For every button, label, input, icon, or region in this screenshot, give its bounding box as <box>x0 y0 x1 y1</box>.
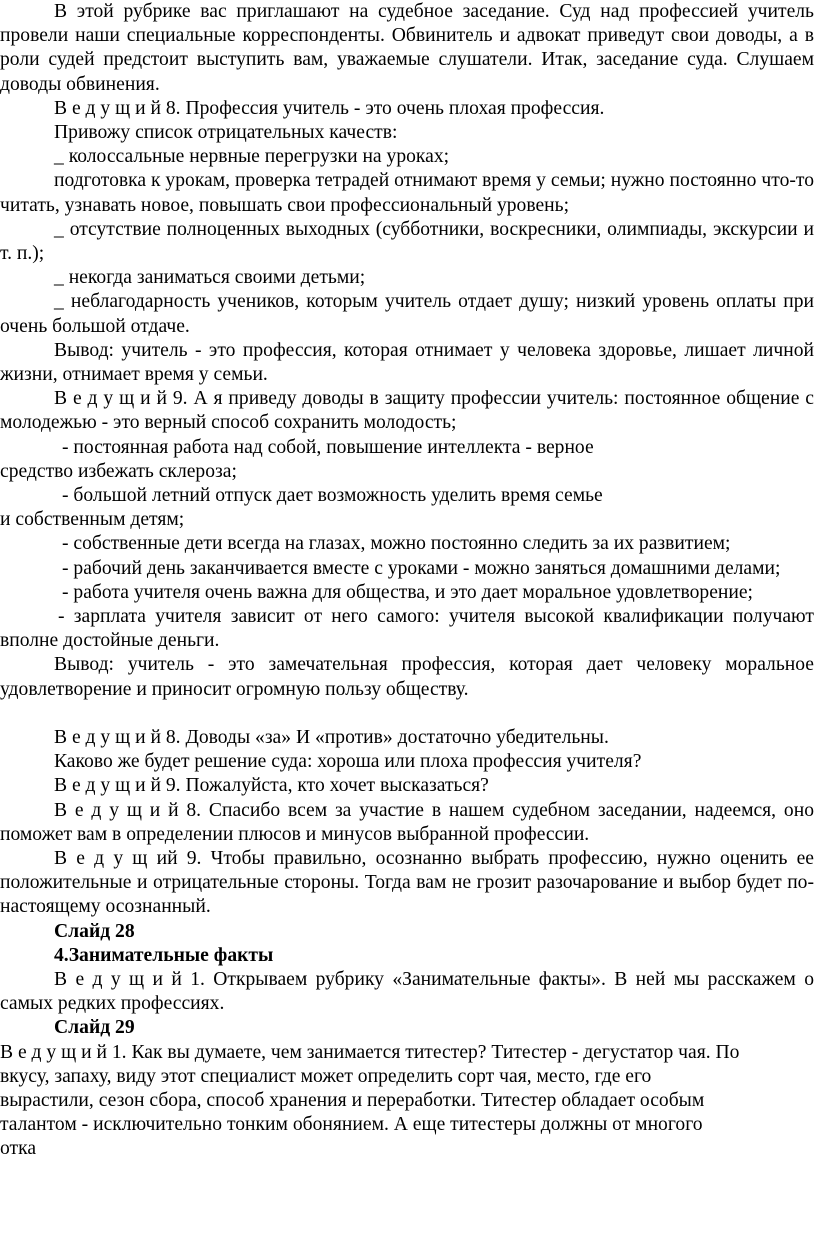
paragraph-con-1: _ колоссальные нервные перегрузки на уроках; <box>54 146 450 168</box>
slide-heading-29: Слайд 29 <box>54 1017 135 1039</box>
paragraph-host9-invite: В е д у щ и й 9. Пожалуйста, кто хочет высказаться? <box>54 775 489 797</box>
paragraph-list-intro: Привожу список отрицательных качеств: <box>54 122 398 144</box>
paragraph-pro-4: - рабочий день заканчивается вместе с уроками - можно заняться домашними делами; <box>62 557 781 579</box>
paragraph-host8-arguments: В е д у щ и й 8. Доводы «за» И «против» достаточно убедительны. <box>54 726 609 748</box>
paragraph-host9-advice: В е д у щ ий 9. Чтобы правильно, осознанно выбрать профессию, нужно оценить ее положительные и отрицательные стороны. Тогда вам не грозит разочарование и выбор будет по-настоящему осознанный. <box>0 847 814 918</box>
section-heading-facts: 4.Занимательные факты <box>54 944 274 966</box>
text-line: отка <box>0 1138 37 1160</box>
slide-heading-28: Слайд 28 <box>54 920 135 942</box>
text-line: вкусу, запаху, виду этот специалист может определить сорт чая, место, где его <box>0 1065 652 1087</box>
paragraph-con-2: подготовка к урокам, проверка тетрадей отнимают время у семьи; нужно постоянно что-то читать, узнавать новое, повышать свои профессиональный уровень; <box>0 170 814 216</box>
paragraph-host8-thanks: В е д у щ и й 8. Спасибо всем за участие в нашем судебном заседании, надеемся, оно поможет вам в определении плюсов и минусов выбранной профессии. <box>0 799 814 845</box>
paragraph-con-4: _ некогда заниматься своими детьми; <box>54 267 366 289</box>
paragraph-conclusion-for: Вывод: учитель - это замечательная профессия, которая дает человеку моральное удовлетворение и приносит огромную пользу обществу. <box>0 654 814 700</box>
paragraph-pro-6: - зарплата учителя зависит от него самого: учителя высокой квалификации получают вполне достойные деньги. <box>0 606 814 652</box>
paragraph-tea-taster <box>0 1041 814 1162</box>
paragraph-verdict-question: Каково же будет решение суда: хороша или плоха профессия учителя? <box>54 751 642 773</box>
paragraph-pro-2b: и собственным детям; <box>0 509 185 531</box>
text-line: В е д у щ и й 1. Как вы думаете, чем занимается титестер? Титестер - дегустатор чая. По <box>0 1041 740 1063</box>
paragraph-con-3: _ отсутствие полноценных выходных (субботники, воскресники, олимпиады, экскурсии и т. п.); <box>0 218 814 265</box>
text-line: вырастили, сезон сбора, способ хранения и переработки. Титестер обладает особым <box>0 1089 705 1111</box>
paragraph-host1-facts: В е д у щ и й 1. Открываем рубрику «Занимательные факты». В ней мы расскажем о самых редких профессиях. <box>0 968 814 1015</box>
paragraph-host9-defense: В е д у щ и й 9. А я приведу доводы в защиту профессии учитель: постоянное общение с молодежью - это верный способ сохранить молодость; <box>0 388 814 434</box>
paragraph-pro-1b: средство избежать склероза; <box>0 460 237 482</box>
paragraph-pro-5: - работа учителя очень важна для общества, и это дает моральное удовлетворение; <box>62 581 754 603</box>
paragraph-pro-3: - собственные дети всегда на глазах, можно постоянно следить за их развитием; <box>62 533 731 555</box>
paragraph-pro-1a: - постоянная работа над собой, повышение интеллекта - верное <box>62 436 594 458</box>
paragraph-conclusion-against: Вывод: учитель - это профессия, которая отнимает у человека здоровье, лишает личной жизни, отнимает время у семьи. <box>0 339 814 386</box>
text-line: талантом - исключительно тонким обонянием. А еще титестеры должны от многого <box>0 1114 703 1136</box>
paragraph-pro-2a: - большой летний отпуск дает возможность уделить время семье <box>62 485 603 507</box>
paragraph-con-5: _ неблагодарность учеников, которым учитель отдает душу; низкий уровень оплаты при очень большой отдаче. <box>0 291 814 337</box>
paragraph-intro: В этой рубрике вас приглашают на судебное заседание. Суд над профессией учитель провели наши специальные корреспонденты. Обвинитель и адвокат приведут свои доводы, а в роли судей предстоит выступить вам, уважаемые слушатели. Итак, заседание суда. Слушаем доводы обвинения. <box>0 1 814 95</box>
paragraph-host8-statement: В е д у щ и й 8. Профессия учитель - это очень плохая профессия. <box>54 97 605 119</box>
